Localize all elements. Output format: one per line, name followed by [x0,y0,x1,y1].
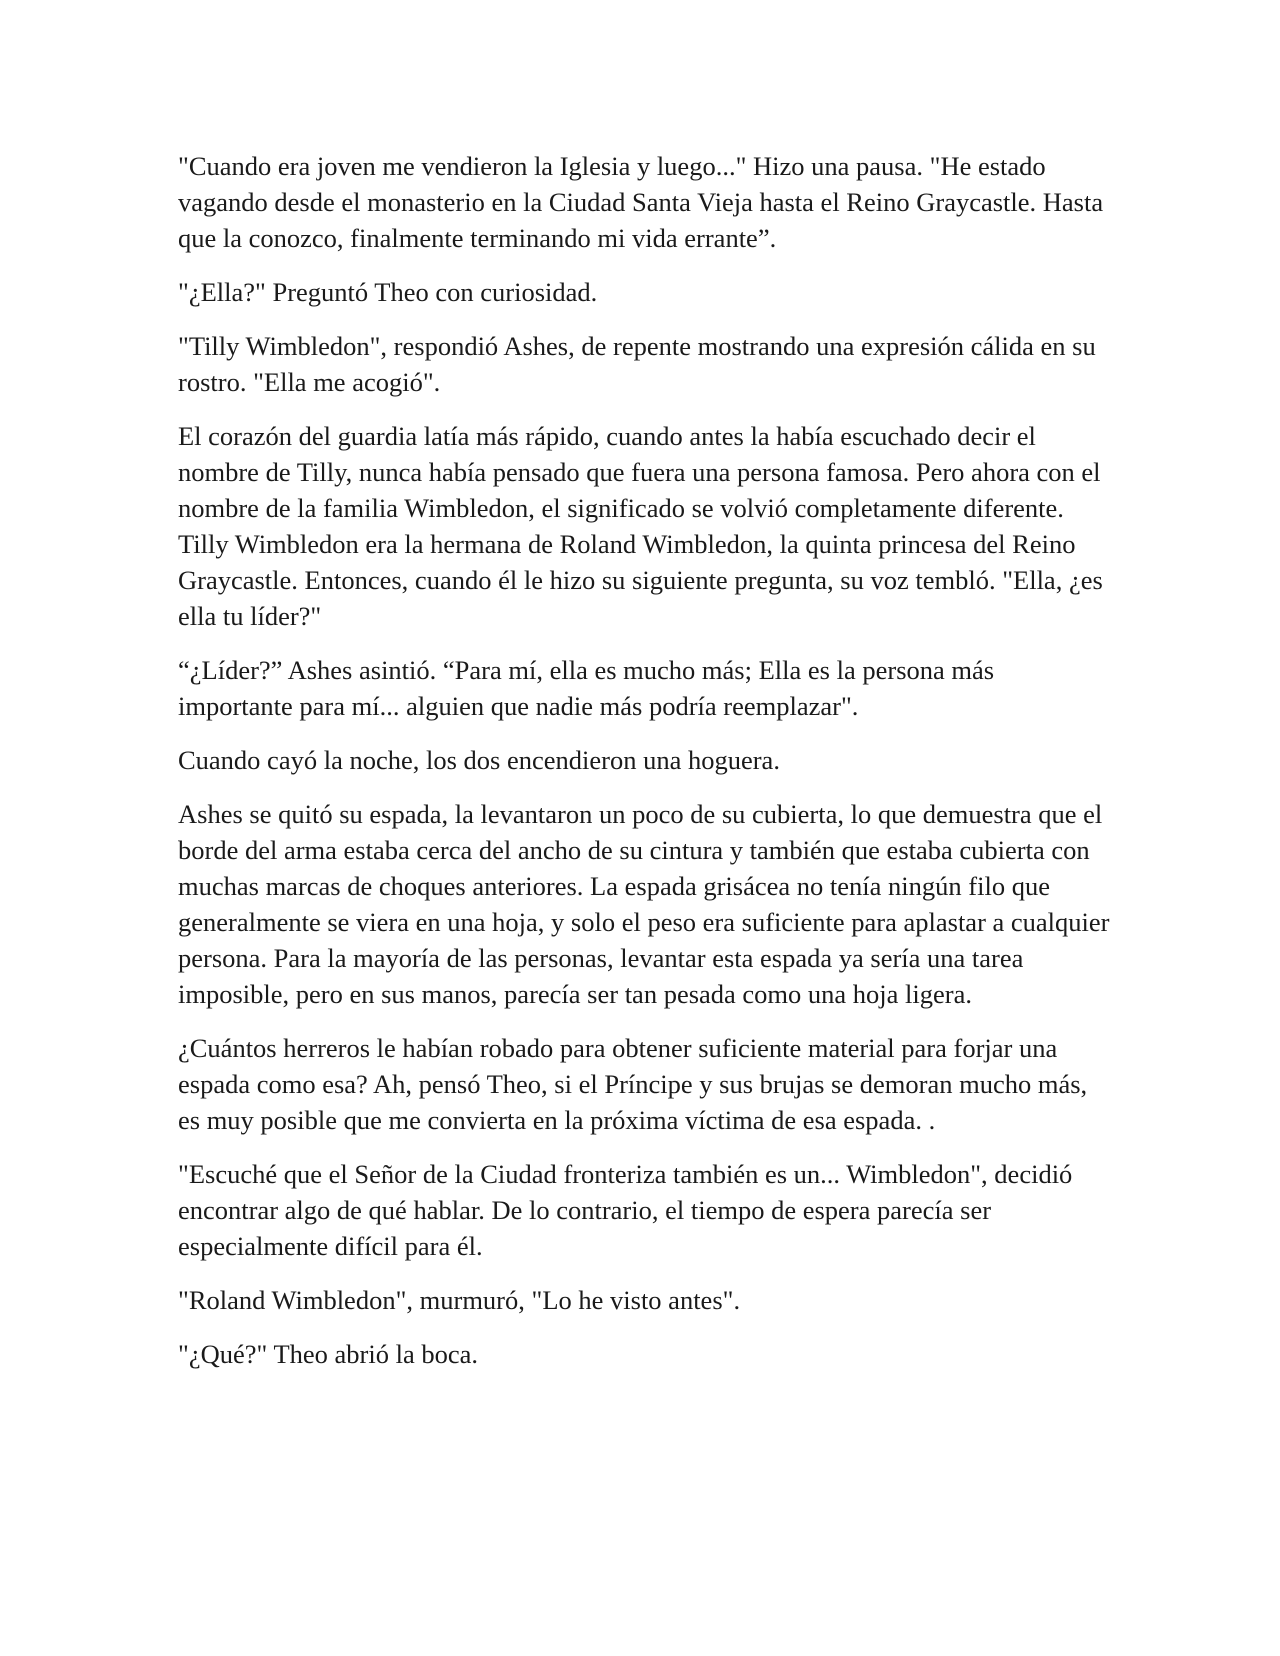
paragraph: ¿Cuántos herreros le habían robado para obtener suficiente material para forjar una espada como esa? Ah, pensó Theo, si el Príncipe y sus brujas se demoran mucho más, es muy posible que me convierta en la próxima víctima de esa espada. . [178,1033,1088,1135]
paragraph: "Tilly Wimbledon", respondió Ashes, de repente mostrando una expresión cálida en su rostro. "Ella me acogió". [178,331,1096,397]
paragraph: "¿Qué?" Theo abrió la boca. [178,1339,479,1369]
paragraph: "Escuché que el Señor de la Ciudad fronteriza también es un... Wimbledon", decidió encontrar algo de qué hablar. De lo contrario, el tiempo de espera parecía ser especialmente difícil para él. [178,1159,1073,1261]
paragraph: "¿Ella?" Preguntó Theo con curiosidad. [178,277,598,307]
document-body [178,148,1113,1390]
paragraph: "Roland Wimbledon", murmuró, "Lo he visto antes". [178,1285,741,1315]
paragraph: "Cuando era joven me vendieron la Iglesia y luego..." Hizo una pausa. "He estado vagando desde el monasterio en la Ciudad Santa Vieja hasta el Reino Graycastle. Hasta que la conozco, finalmente terminando mi vida errante”. [178,151,1104,253]
paragraph: El corazón del guardia latía más rápido, cuando antes la había escuchado decir el nombre de Tilly, nunca había pensado que fuera una persona famosa. Pero ahora con el nombre de la familia Wimbledon, el significado se volvió completamente diferente. Tilly Wimbledon era la hermana de Roland Wimbledon, la quinta princesa del Reino Graycastle. Entonces, cuando él le hizo su siguiente pregunta, su voz tembló. "Ella, ¿es ella tu líder?" [178,421,1103,631]
paragraph: Cuando cayó la noche, los dos encendieron una hoguera. [178,745,780,775]
paragraph: Ashes se quitó su espada, la levantaron un poco de su cubierta, lo que demuestra que el borde del arma estaba cerca del ancho de su cintura y también que estaba cubierta con muchas marcas de choques anteriores. La espada grisácea no tenía ningún filo que generalmente se viera en una hoja, y solo el peso era suficiente para aplastar a cualquier persona. Para la mayoría de las personas, levantar esta espada ya sería una tarea imposible, pero en sus manos, parecía ser tan pesada como una hoja ligera. [178,799,1110,1009]
paragraph: “¿Líder?” Ashes asintió. “Para mí, ella es mucho más; Ella es la persona más importante para mí... alguien que nadie más podría reemplazar". [178,655,995,721]
